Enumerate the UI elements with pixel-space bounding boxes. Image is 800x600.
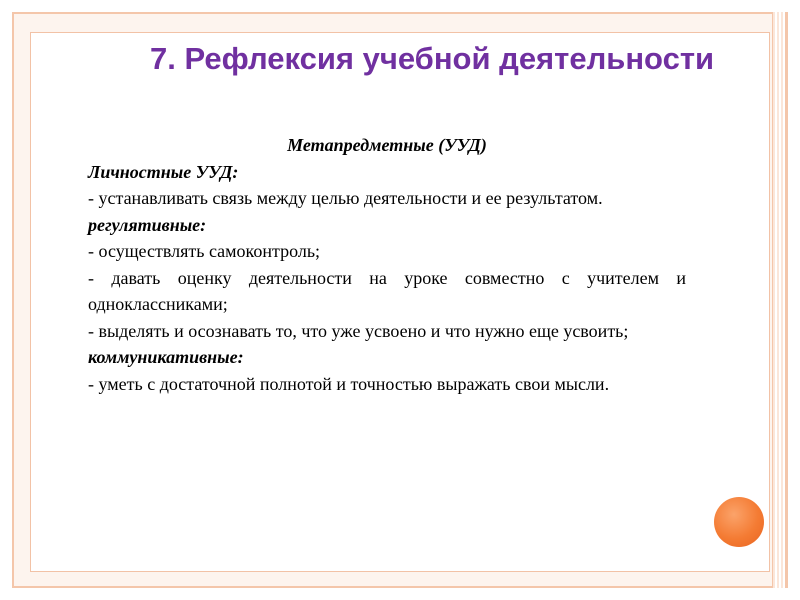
section-label-communicative: коммуникативные: — [88, 347, 244, 367]
section-label-regulatory: регулятивные: — [88, 214, 207, 235]
list-item: - осуществлять самоконтроль; — [88, 241, 321, 261]
section-label-personal: Личностные УУД: — [88, 161, 239, 182]
decorative-circle — [714, 497, 764, 547]
content-heading: Метапредметные (УУД) — [287, 135, 487, 155]
list-item: - выделять и осознавать то, что уже усвоено и что нужно еще усвоить; — [88, 320, 629, 341]
decorative-stripe — [772, 12, 786, 588]
slide-title: 7. Рефлексия учебной деятельности — [150, 41, 715, 76]
list-item: - уметь с достаточной полнотой и точностью выражать свои мысли. — [88, 373, 610, 394]
slide-content — [88, 132, 686, 397]
list-item: - давать оценку деятельности на уроке совместно с учителем и одноклассниками; — [88, 267, 686, 314]
list-item: - устанавливать связь между целью деятельности и ее результатом. — [88, 188, 603, 208]
